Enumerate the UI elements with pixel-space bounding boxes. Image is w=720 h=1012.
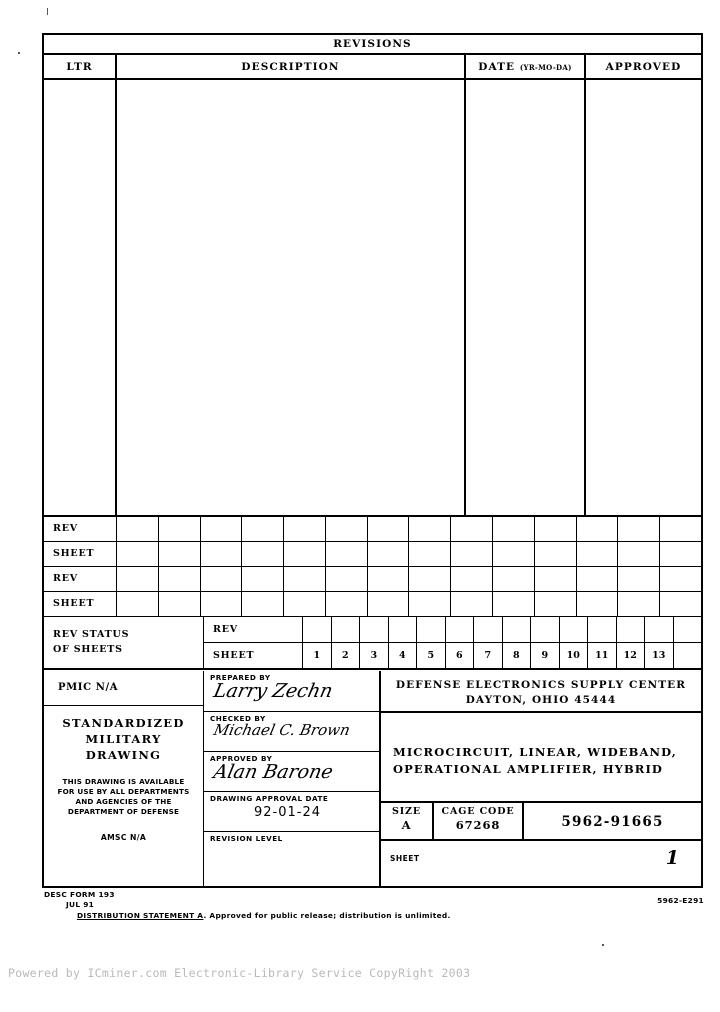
rev-status-cell[interactable]	[326, 592, 368, 616]
rev-status-rev-cells	[303, 617, 701, 642]
approval-date-value: 92-01-24	[253, 805, 321, 820]
rev-status-cell[interactable]	[409, 592, 451, 616]
rev-value-cell[interactable]	[560, 617, 589, 642]
approved-by-signature: Alan Barone	[211, 761, 336, 783]
smd-heading	[44, 715, 203, 763]
rev-status-cell[interactable]	[159, 542, 201, 566]
rev-status-cell[interactable]	[368, 542, 410, 566]
rev-status-cell[interactable]	[242, 567, 284, 591]
sheet-number-cell[interactable]: 2	[332, 643, 361, 669]
amsc-field: AMSC N/A	[100, 833, 147, 842]
revisions-col-approved-label: APPROVED	[605, 61, 682, 73]
rev-status-cell[interactable]	[326, 517, 368, 541]
drawing-number-field	[524, 803, 701, 839]
rev-status-row	[44, 517, 701, 542]
rev-status-cell[interactable]	[326, 567, 368, 591]
availability-line3: AND AGENCIES OF THE	[75, 797, 172, 806]
rev-status-sheet-key: SHEET	[204, 643, 303, 669]
availability-line1: THIS DRAWING IS AVAILABLE	[62, 777, 185, 786]
rev-status-cell[interactable]	[493, 517, 535, 541]
rev-status-cell[interactable]	[242, 517, 284, 541]
smd-heading-line3: DRAWING	[85, 748, 162, 762]
rev-status-cell[interactable]	[159, 592, 201, 616]
size-field	[381, 803, 434, 839]
rev-status-cell[interactable]	[284, 542, 326, 566]
rev-status-rev-row	[204, 617, 701, 643]
rev-value-cell[interactable]	[531, 617, 560, 642]
rev-status-sheet-cells	[303, 643, 701, 669]
sheet-label: SHEET	[390, 854, 420, 863]
rev-status-cell[interactable]	[201, 592, 243, 616]
rev-status-row-cells	[117, 567, 701, 591]
rev-status-rev-key: REV	[204, 617, 303, 642]
cage-code-value: 67268	[455, 818, 501, 832]
rev-status-cell[interactable]	[493, 542, 535, 566]
sheet-number-cell[interactable]	[674, 643, 702, 669]
rev-value-cell[interactable]	[674, 617, 702, 642]
distribution-statement	[44, 911, 704, 920]
rev-status-cell[interactable]	[493, 592, 535, 616]
pmic-field: PMIC N/A	[44, 671, 203, 706]
desc-form-date: JUL 91	[66, 900, 95, 909]
rev-status-cell[interactable]	[409, 542, 451, 566]
rev-status-cell[interactable]	[284, 517, 326, 541]
approval-date-cell[interactable]	[204, 792, 379, 832]
availability-line4: DEPARTMENT OF DEFENSE	[67, 807, 180, 816]
rev-value-cell[interactable]	[617, 617, 646, 642]
rev-status-of-sheets-label	[44, 617, 204, 668]
rev-status-cell[interactable]	[201, 542, 243, 566]
rev-status-cell[interactable]	[535, 542, 577, 566]
rev-status-cell[interactable]	[618, 592, 660, 616]
rev-status-cell[interactable]	[284, 592, 326, 616]
library-service-watermark: Powered by ICminer.com Electronic-Library Service CopyRight 2003	[8, 966, 471, 980]
prepared-by-signature: Larry Zechn	[211, 680, 335, 702]
drawing-border	[42, 33, 703, 888]
sheet-number-cell[interactable]: 4	[389, 643, 418, 669]
rev-status-row-label: SHEET	[44, 542, 117, 566]
size-value: A	[401, 818, 412, 832]
rev-value-cell[interactable]	[332, 617, 361, 642]
revisions-col-description-label: DESCRIPTION	[241, 61, 340, 73]
checked-by-label: CHECKED BY	[210, 714, 266, 723]
sheet-number-cell[interactable]: 1	[303, 643, 332, 669]
rev-status-cell[interactable]	[201, 567, 243, 591]
agency-location: DAYTON, OHIO 45444	[465, 694, 617, 706]
rev-value-cell[interactable]	[446, 617, 475, 642]
rev-status-cell[interactable]	[618, 517, 660, 541]
approved-by-label: APPROVED BY	[210, 754, 273, 763]
rev-status-cell[interactable]	[618, 542, 660, 566]
rev-status-of-sheets-table	[204, 617, 701, 668]
prepared-by-cell[interactable]	[204, 671, 379, 712]
drawing-description	[381, 713, 701, 803]
title-block-left-column	[44, 671, 204, 886]
rev-status-cell[interactable]	[660, 592, 701, 616]
rev-value-cell[interactable]	[417, 617, 446, 642]
rev-status-cell[interactable]	[660, 517, 701, 541]
rev-status-row-cells	[117, 517, 701, 541]
rev-status-row	[44, 567, 701, 592]
revisions-col-date-format: (YR-MO-DA)	[519, 63, 572, 72]
revisions-col-ltr	[44, 55, 117, 78]
rev-status-cell[interactable]	[493, 567, 535, 591]
page-footer	[44, 890, 704, 920]
drawing-description-line1: MICROCIRCUIT, LINEAR, WIDEBAND,	[393, 745, 677, 759]
rev-value-cell[interactable]	[360, 617, 389, 642]
rev-status-cell[interactable]	[368, 592, 410, 616]
availability-notice	[44, 777, 203, 817]
rev-status-cell[interactable]	[451, 567, 493, 591]
rev-value-cell[interactable]	[645, 617, 674, 642]
rev-status-cell[interactable]	[117, 517, 159, 541]
rev-status-grid	[44, 515, 701, 671]
rev-status-cell[interactable]	[660, 542, 701, 566]
checked-by-cell[interactable]	[204, 712, 379, 752]
rev-status-of-sheets-block	[44, 617, 701, 670]
rev-status-cell[interactable]	[117, 567, 159, 591]
standardized-military-drawing-notice	[44, 706, 203, 886]
revisions-col-date	[466, 55, 586, 78]
revisions-cell-date[interactable]	[466, 80, 586, 515]
rev-status-cell[interactable]	[577, 592, 619, 616]
rev-status-row	[44, 592, 701, 617]
drawing-number-value: 5962-91665	[561, 814, 664, 830]
sheet-number-cell[interactable]: 9	[531, 643, 560, 669]
rev-value-cell[interactable]	[389, 617, 418, 642]
rev-status-row-label: SHEET	[44, 592, 117, 616]
rev-status-cell[interactable]	[535, 592, 577, 616]
sheet-number-cell[interactable]: 10	[560, 643, 589, 669]
rev-status-cell[interactable]	[409, 517, 451, 541]
sheet-number-cell[interactable]: 12	[617, 643, 646, 669]
revisions-col-approved	[586, 55, 701, 78]
sheet-number-cell[interactable]: 6	[446, 643, 475, 669]
sheet-number-cell[interactable]: 3	[360, 643, 389, 669]
sheet-field	[381, 841, 701, 886]
sheet-number-cell[interactable]: 11	[588, 643, 617, 669]
title-block	[44, 671, 701, 886]
rev-status-cell[interactable]	[242, 542, 284, 566]
revisions-header-row	[44, 55, 701, 80]
rev-status-cell[interactable]	[368, 517, 410, 541]
rev-status-row	[44, 542, 701, 567]
rev-status-row-cells	[117, 592, 701, 616]
approved-by-cell[interactable]	[204, 752, 379, 792]
rev-status-of-sheets-line2: OF SHEETS	[53, 644, 123, 655]
sheet-number-cell[interactable]: 13	[645, 643, 674, 669]
rev-status-cell[interactable]	[159, 567, 201, 591]
cage-code-label: CAGE CODE	[441, 806, 515, 817]
rev-status-cell[interactable]	[368, 567, 410, 591]
rev-status-cell[interactable]	[451, 517, 493, 541]
revisions-title: REVISIONS	[44, 35, 701, 55]
rev-status-cell[interactable]	[577, 567, 619, 591]
cage-code-field	[434, 803, 524, 839]
rev-status-row-cells	[117, 542, 701, 566]
rev-status-cell[interactable]	[535, 567, 577, 591]
rev-value-cell[interactable]	[588, 617, 617, 642]
revision-level-label: REVISION LEVEL	[210, 834, 283, 843]
availability-line2: FOR USE BY ALL DEPARTMENTS	[57, 787, 190, 796]
rev-status-cell[interactable]	[409, 567, 451, 591]
rev-status-cell[interactable]	[451, 542, 493, 566]
sheet-number-value: 1	[665, 847, 679, 869]
sheet-number-cell[interactable]: 7	[474, 643, 503, 669]
revision-level-cell[interactable]	[204, 832, 379, 886]
desc-form-number: DESC FORM 193	[44, 890, 115, 899]
rev-status-cell[interactable]	[242, 592, 284, 616]
rev-status-row-label: REV	[44, 567, 117, 591]
rev-value-cell[interactable]	[474, 617, 503, 642]
prepared-by-label: PREPARED BY	[210, 673, 271, 682]
sheet-number-cell[interactable]: 5	[417, 643, 446, 669]
title-block-signature-column	[204, 671, 381, 886]
rev-status-cell[interactable]	[284, 567, 326, 591]
revisions-col-description	[117, 55, 466, 78]
checked-by-signature: Michael C. Brown	[212, 721, 352, 739]
scan-speck	[47, 8, 48, 15]
rev-status-sheet-row	[204, 643, 701, 669]
drawing-identification-row	[381, 803, 701, 841]
distribution-statement-heading: DISTRIBUTION STATEMENT A	[77, 911, 204, 920]
rev-status-cell[interactable]	[535, 517, 577, 541]
issuing-agency	[381, 671, 701, 713]
drawing-description-line2: OPERATIONAL AMPLIFIER, HYBRID	[393, 762, 664, 776]
revisions-cell-ltr[interactable]	[44, 80, 117, 515]
rev-value-cell[interactable]	[503, 617, 532, 642]
revisions-cell-approved[interactable]	[586, 80, 701, 515]
revisions-body	[44, 80, 701, 515]
rev-status-cell[interactable]	[577, 542, 619, 566]
rev-status-of-sheets-line1: REV STATUS	[53, 629, 130, 640]
scan-speck	[602, 944, 604, 946]
revisions-cell-description[interactable]	[117, 80, 466, 515]
rev-status-cell[interactable]	[618, 567, 660, 591]
rev-status-cell[interactable]	[451, 592, 493, 616]
footer-code: 5962-E291	[657, 896, 704, 905]
approval-date-label: DRAWING APPROVAL DATE	[210, 794, 329, 803]
revisions-col-ltr-label: LTR	[66, 61, 93, 73]
agency-name: DEFENSE ELECTRONICS SUPPLY CENTER	[395, 679, 687, 691]
smd-heading-line1: STANDARDIZED	[62, 716, 185, 730]
rev-status-cell[interactable]	[117, 542, 159, 566]
rev-status-cell[interactable]	[201, 517, 243, 541]
size-label: SIZE	[391, 806, 422, 817]
rev-status-cell[interactable]	[117, 592, 159, 616]
rev-status-cell[interactable]	[326, 542, 368, 566]
sheet-number-cell[interactable]: 8	[503, 643, 532, 669]
revisions-col-date-label: DATE	[478, 61, 516, 73]
rev-value-cell[interactable]	[303, 617, 332, 642]
smd-heading-line2: MILITARY	[85, 732, 162, 746]
rev-status-row-label: REV	[44, 517, 117, 541]
rev-status-cell[interactable]	[660, 567, 701, 591]
distribution-statement-text: . Approved for public release; distribution is unlimited.	[203, 911, 451, 920]
rev-status-cell[interactable]	[159, 517, 201, 541]
title-block-right-column	[381, 671, 701, 886]
rev-status-cell[interactable]	[577, 517, 619, 541]
scan-speck	[18, 52, 20, 54]
